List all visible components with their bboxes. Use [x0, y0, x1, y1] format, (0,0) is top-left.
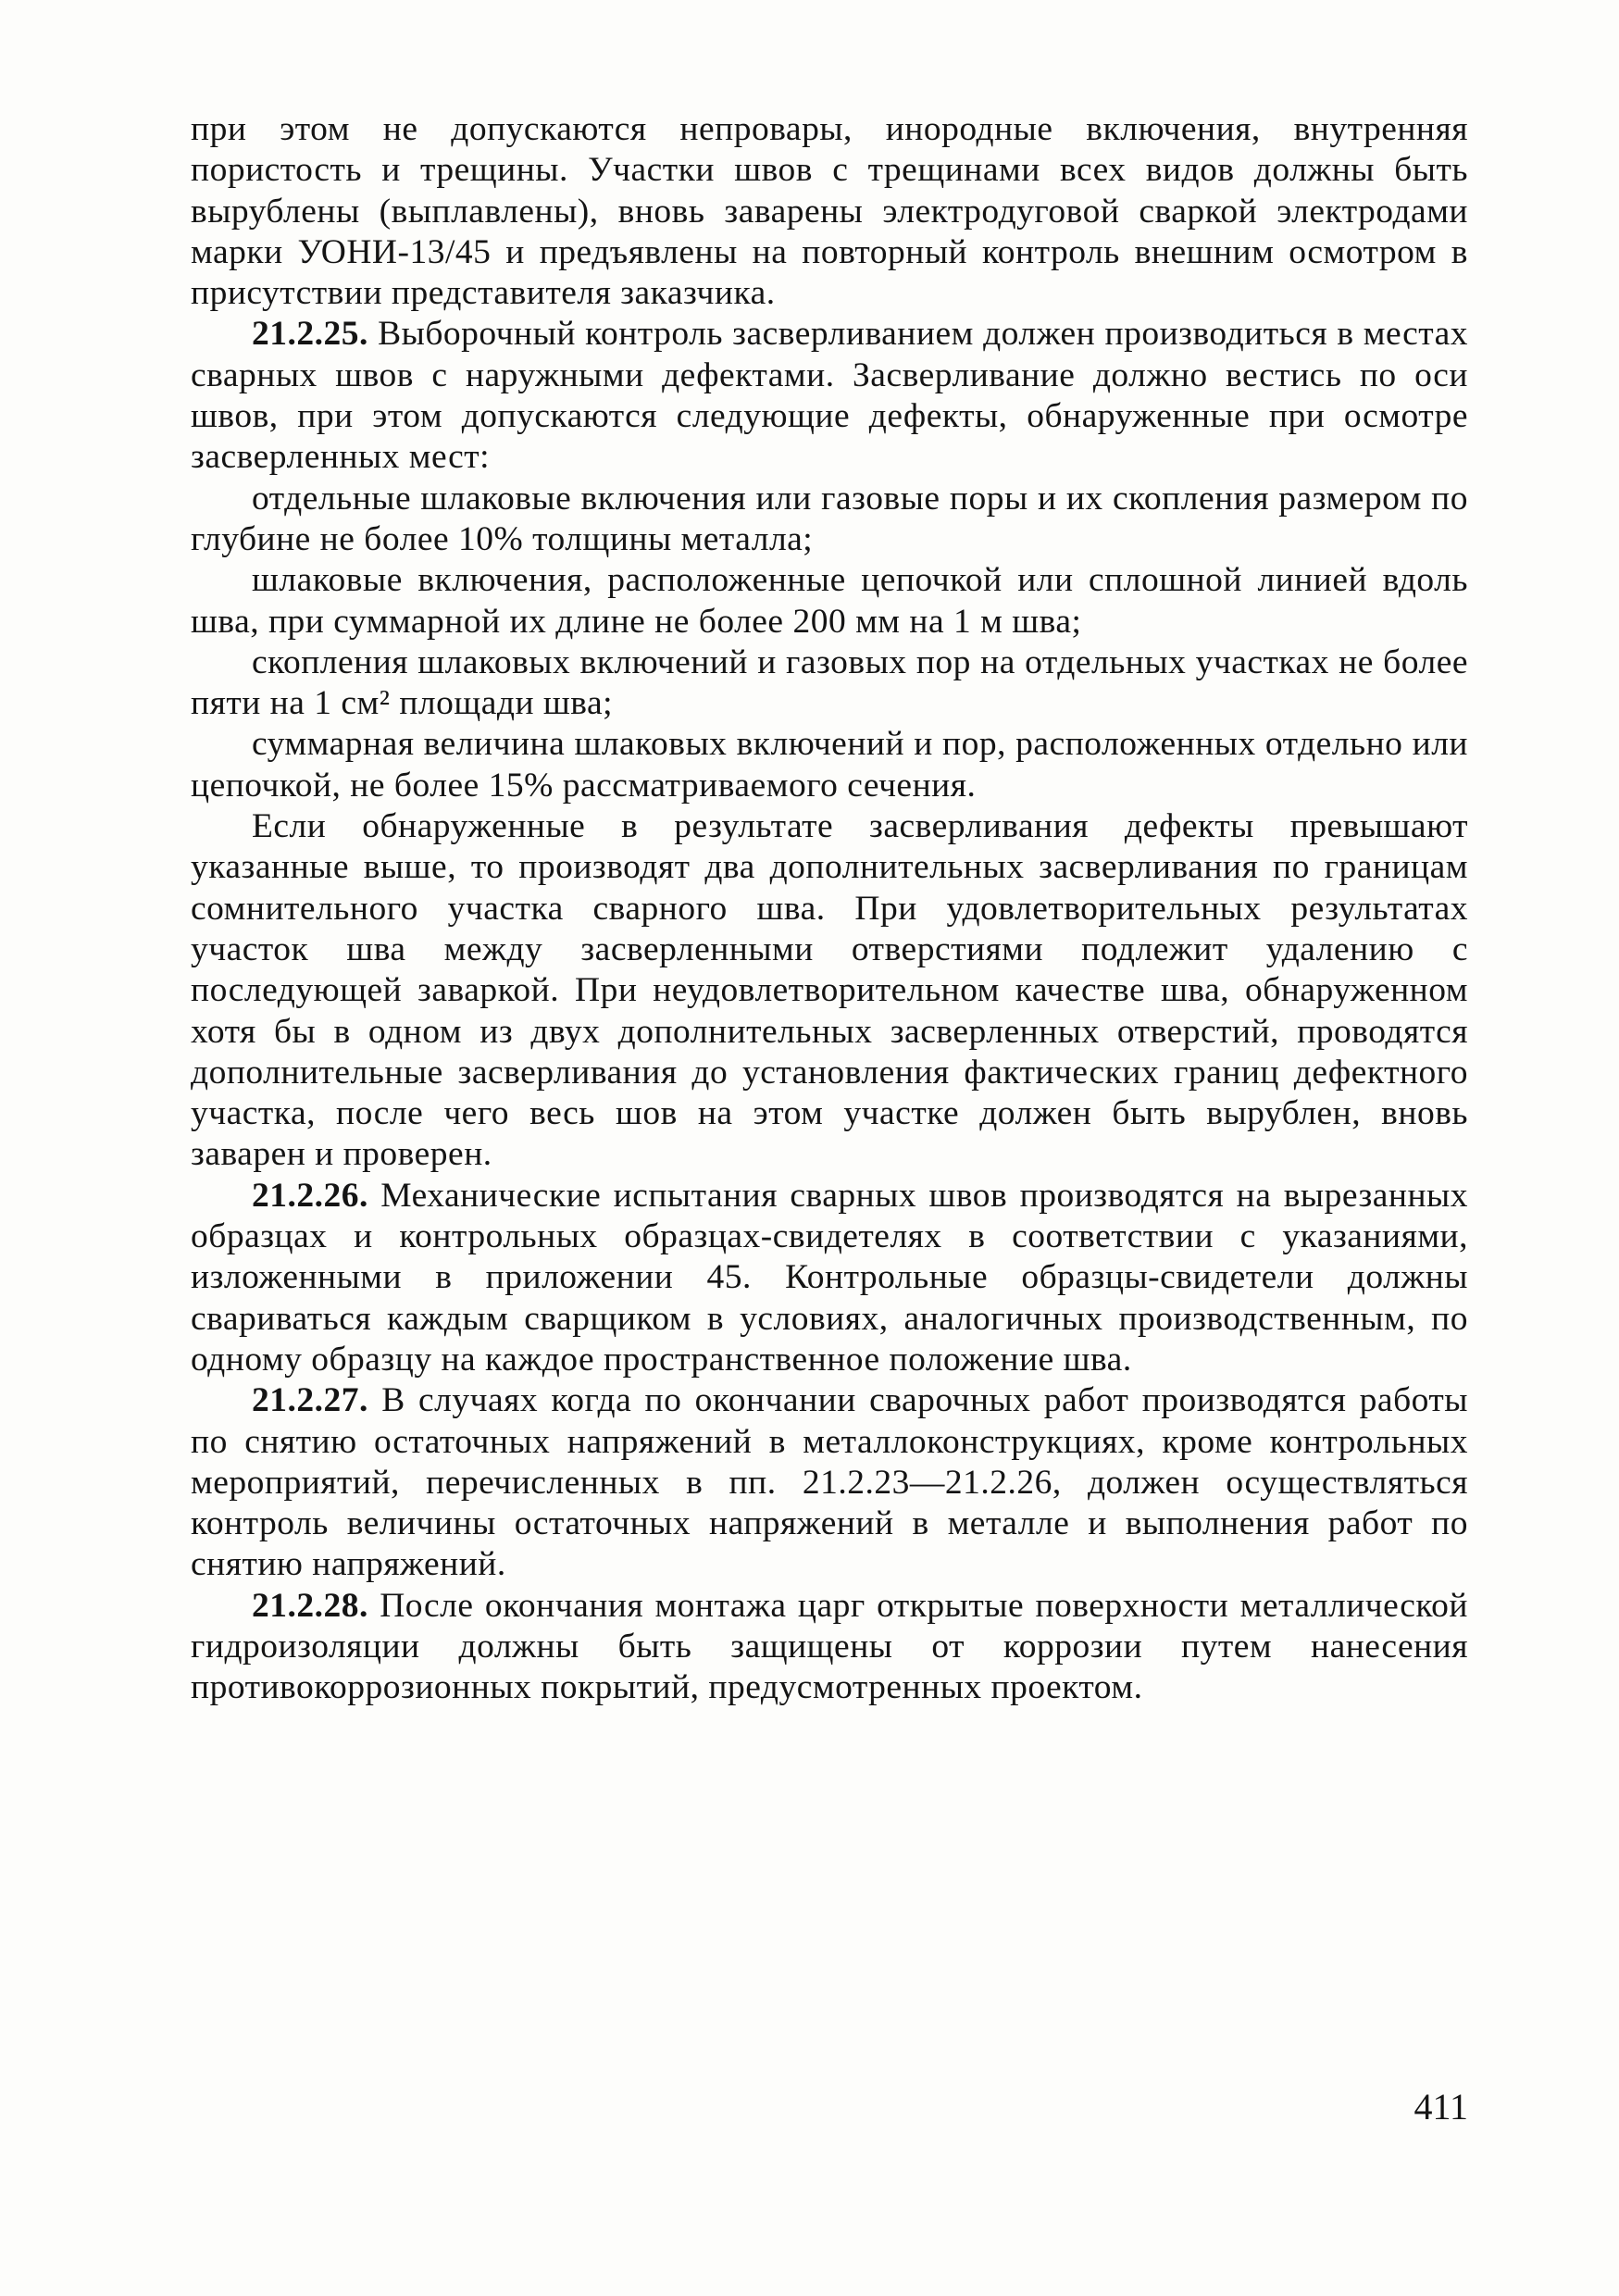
paragraph-text: скопления шлаковых включений и газовых пор на отдельных участках не более пяти на 1 см² площади шва;	[191, 643, 1468, 723]
clause-number: 21.2.27.	[252, 1381, 368, 1420]
paragraph-defect-item-2	[191, 560, 1468, 643]
paragraph-defect-item-4	[191, 724, 1468, 806]
paragraph-clause-21-2-27	[191, 1380, 1468, 1585]
paragraph-clause-21-2-26	[191, 1176, 1468, 1380]
body-text	[191, 109, 1468, 1709]
paragraph-text: шлаковые включения, расположенные цепочкой или сплошной линией вдоль шва, при суммарной их длине не более 200 мм на 1 м шва;	[191, 561, 1468, 641]
clause-number: 21.2.26.	[252, 1176, 368, 1215]
clause-number: 21.2.28.	[252, 1586, 368, 1625]
paragraph-text: Механические испытания сварных швов производятся на вырезанных образцах и контрольных образцах-свидетелях в соответствии с указаниями, изложенными в приложении 45. Контрольные образцы-свидетели должны свариваться каждым сварщиком в условиях, аналогичных производственным, по одному образцу на каждое пространственное положение шва.	[191, 1176, 1468, 1379]
paragraph-continuation	[191, 109, 1468, 314]
paragraph-text: Если обнаруженные в результате засверливания дефекты превышают указанные выше, то производят два дополнительных засверливания по границам сомнительного участка сварного шва. При удовлетворительных результатах участок шва между засверленными отверстиями подлежит удалению с последующей заваркой. При неудовлетворительном качестве шва, обнаруженном хотя бы в одном из двух дополнительных засверленных отверстий, проводятся дополнительные засверливания до установления фактических границ дефектного участка, после чего весь шов на этом участке должен быть вырублен, вновь заварен и проверен.	[191, 807, 1468, 1174]
paragraph-extra-drilling	[191, 806, 1468, 1176]
page-number: 411	[1414, 2086, 1468, 2128]
paragraph-clause-21-2-25	[191, 314, 1468, 478]
paragraph-clause-21-2-28	[191, 1586, 1468, 1709]
paragraph-text: отдельные шлаковые включения или газовые поры и их скопления размером по глубине не более 10% толщины металла;	[191, 479, 1468, 558]
clause-number: 21.2.25.	[252, 315, 368, 354]
paragraph-defect-item-1	[191, 479, 1468, 561]
paragraph-text: После окончания монтажа царг открытые поверхности металлической гидроизоляции должны быть защищены от коррозии путем нанесения противокоррозионных покрытий, предусмотренных проектом.	[191, 1586, 1468, 1707]
paragraph-text: В случаях когда по окончании сварочных работ производятся работы по снятию остаточных напряжений в металлоконструкциях, кроме контрольных мероприятий, перечисленных в пп. 21.2.23—21.2.26, должен осуществляться контроль величины остаточных напряжений в металле и выполнения работ по снятию напряжений.	[191, 1381, 1468, 1584]
paragraph-text: Выборочный контроль засверливанием должен производиться в местах сварных швов с наружными дефектами. Засверливание должно вестись по оси швов, при этом допускаются следующие дефекты, обнаруженные при осмотре засверленных мест:	[191, 315, 1468, 477]
paragraph-text: суммарная величина шлаковых включений и пор, расположенных отдельно или цепочкой, не более 15% рассматриваемого сечения.	[191, 725, 1468, 805]
paragraph-defect-item-3	[191, 643, 1468, 725]
paragraph-text: при этом не допускаются непровары, инородные включения, внутренняя пористость и трещины. Участки швов с трещинами всех видов должны быть вырублены (выплавлены), вновь заварены электродуговой сваркой электродами марки УОНИ-13/45 и предъявлены на повторный контроль внешним осмотром в присутствии представителя заказчика.	[191, 110, 1468, 313]
